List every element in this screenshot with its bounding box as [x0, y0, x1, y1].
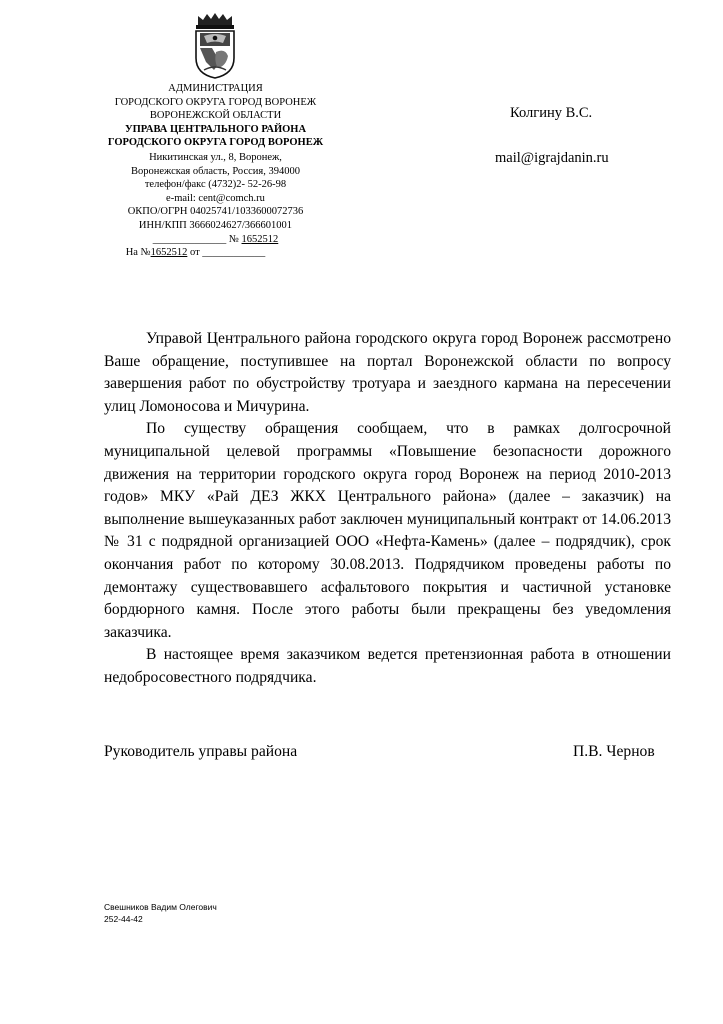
reference-date-prefix: от	[189, 247, 200, 259]
sender-contact: ИНН/КПП 3666024627/366601001	[138, 219, 293, 231]
reference-prefix: На №	[125, 247, 151, 259]
signature-position: Руководитель управы района	[104, 743, 298, 760]
sender-header	[98, 82, 333, 260]
signature-name: П.В. Чернов	[573, 743, 655, 760]
sender-contact: телефон/факс (4732)2- 52-26-98	[144, 179, 287, 191]
body-paragraph: В настоящее время заказчиком ведется претензионная работа в отношении недобросовестного подрядчика.	[104, 646, 671, 686]
sender-bold-line: УПРАВА ЦЕНТРАЛЬНОГО РАЙОНА	[124, 123, 307, 135]
reference-number-line	[98, 246, 333, 260]
reference-date-blank: ____________	[202, 247, 266, 259]
outgoing-number: 1652512	[241, 233, 279, 245]
outgoing-date-blank: ______________	[152, 233, 227, 245]
sender-contact: ОКПО/ОГРН 04025741/1033600072736	[127, 206, 304, 218]
outgoing-number-prefix: №	[228, 233, 239, 245]
outgoing-number-line	[98, 233, 333, 247]
sender-email: e-mail: cent@comch.ru	[166, 192, 265, 204]
sender-line: ВОРОНЕЖСКОЙ ОБЛАСТИ	[149, 110, 282, 122]
sender-line: АДМИНИСТРАЦИЯ	[168, 83, 263, 94]
body-paragraph: Управой Центрального района городского округа город Воронеж рассмотрено Ваше обращение, поступившее на портал Воронежской области по вопросу завершения работ по обустройству тротуара и заездного кармана на пересечении улиц Ломоносова и Мичурина.	[104, 330, 671, 415]
sender-contact: Воронежская область, Россия, 394000	[131, 165, 300, 177]
sender-line: ГОРОДСКОГО ОКРУГА ГОРОД ВОРОНЕЖ	[114, 96, 317, 108]
executor-phone: 252-44-42	[104, 914, 143, 924]
executor-name: Свешников Вадим Олегович	[104, 902, 217, 912]
coat-of-arms-emblem	[190, 12, 240, 80]
sender-bold-line: ГОРОДСКОГО ОКРУГА ГОРОД ВОРОНЕЖ	[107, 137, 324, 149]
recipient-name: Колгину В.С.	[510, 105, 593, 121]
sender-contact: Никитинская ул., 8, Воронеж,	[149, 151, 282, 163]
body-paragraph: По существу обращения сообщаем, что в рамках долгосрочной муниципальной целевой программы «Повышение безопасности дорожного движения на территории городского округа город Воронеж на период 2010-2013 годов» МКУ «Рай ДЕЗ ЖКХ Центрального района» (далее – заказчик) на выполнение вышеуказанных работ заключен муниципальный контракт от 14.06.2013 № 31 с подрядной организацией ООО «Нефта-Камень» (далее – подрядчик), срок окончания работ по которому 30.08.2013. Подрядчиком проведены работы по демонтажу существовавшего асфальтового покрытия и частичной установке бордюрного камня. После этого работы были прекращены без уведомления заказчика.	[104, 420, 671, 641]
recipient-email: mail@igrajdanin.ru	[495, 150, 609, 166]
reference-number: 1652512	[150, 247, 188, 259]
executor-block	[104, 901, 217, 925]
letter-body	[104, 328, 671, 690]
